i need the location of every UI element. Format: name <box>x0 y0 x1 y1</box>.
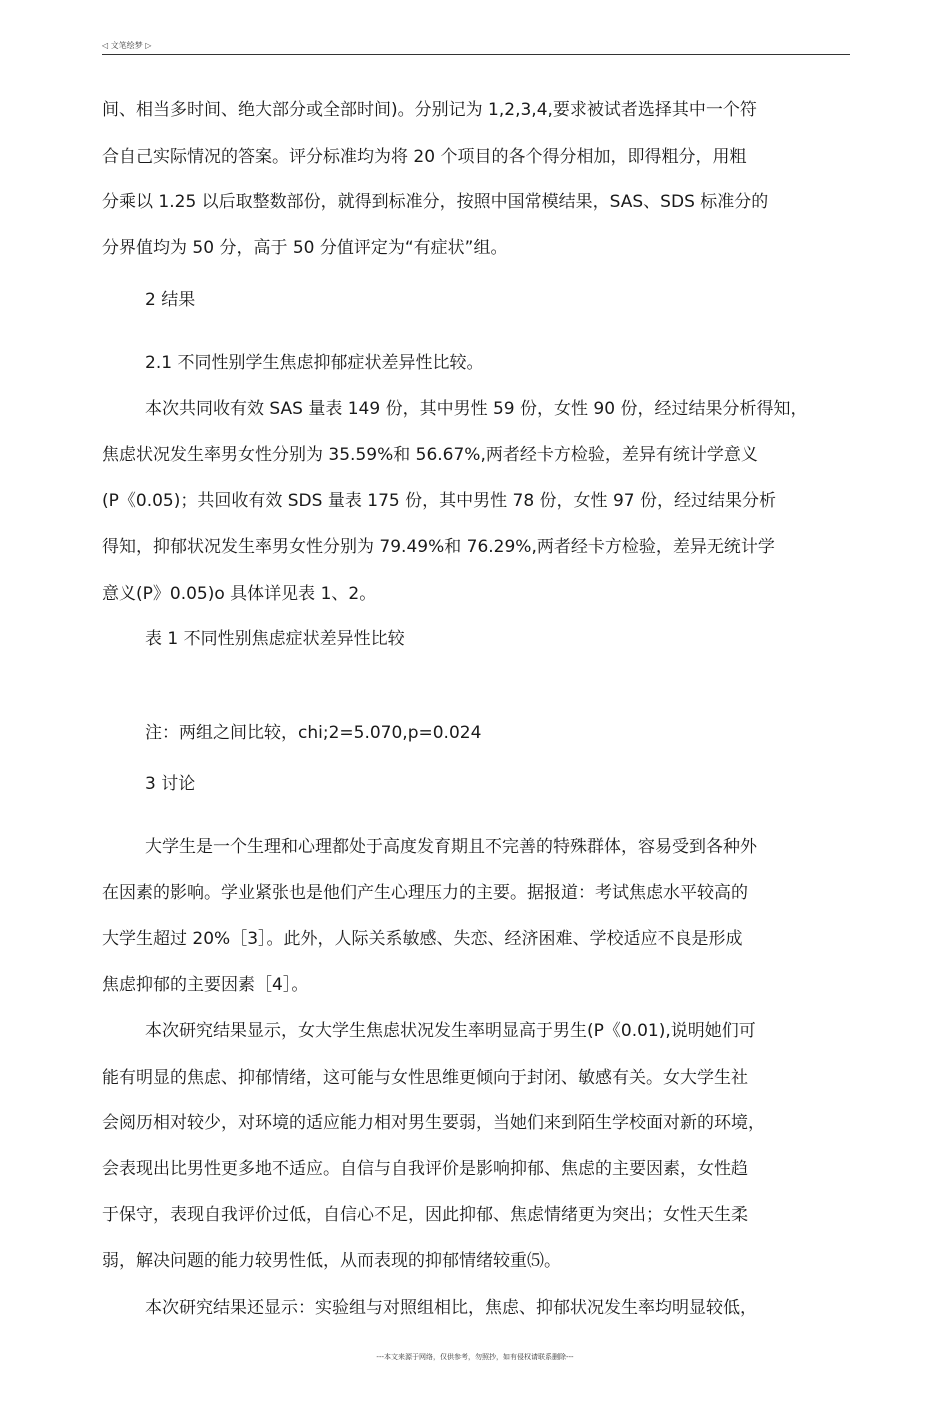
body-text-line: 合自己实际情况的答案。评分标准均为将 20 个项目的各个得分相加，即得粗分，用粗 <box>102 147 747 167</box>
body-text-line: (P《0.05)；共回收有效 SDS 量表 175 份，其中男性 78 份，女性 97 份，经过结果分析 <box>102 491 776 511</box>
body-text-line: 意义(P》0.05)o 具体详见表 1、2。 <box>102 584 377 604</box>
body-text-line: 间、相当多时间、绝大部分或全部时间)。分别记为 1,2,3,4,要求被试者选择其中一个符 <box>102 100 757 120</box>
body-text-line: 焦虑抑郁的主要因素［4］。 <box>102 975 309 995</box>
body-text-line: 于保守，表现自我评价过低，自信心不足，因此抑郁、焦虑情绪更为突出；女性天生柔 <box>102 1205 748 1225</box>
table-note: 注：两组之间比较，chi;2=5.070,p=0.024 <box>145 723 482 743</box>
body-text-line: 弱，解决问题的能力较男性低，从而表现的抑郁情绪较重⑸。 <box>102 1251 561 1271</box>
page-header: ◁ 文笔绘梦 ▷ <box>102 41 152 50</box>
body-text-line: 得知，抑郁状况发生率男女性分别为 79.49%和 76.29%,两者经卡方检验，差异无统计学 <box>102 537 775 557</box>
body-text-line: 本次研究结果显示，女大学生焦虑状况发生率明显高于男生(P《0.01),说明她们可 <box>145 1021 756 1041</box>
body-text-line: 会阅历相对较少，对环境的适应能力相对男生要弱，当她们来到陌生学校面对新的环境， <box>102 1113 765 1133</box>
section-heading: 3 讨论 <box>145 774 196 794</box>
body-text-line: 能有明显的焦虑、抑郁情绪，这可能与女性思维更倾向于封闭、敏感有关。女大学生社 <box>102 1068 748 1088</box>
subsection-heading: 2.1 不同性别学生焦虑抑郁症状差异性比较。 <box>145 353 484 373</box>
body-text-line: 焦虑状况发生率男女性分别为 35.59%和 56.67%,两者经卡方检验，差异有统计学意义 <box>102 445 758 465</box>
section-heading: 2 结果 <box>145 290 196 310</box>
body-text-line: 会表现出比男性更多地不适应。自信与自我评价是影响抑郁、焦虑的主要因素，女性趋 <box>102 1159 748 1179</box>
page-footer-disclaimer: ---本文来源于网络，仅供参考，勿照抄，如有侵权请联系删除--- <box>376 1353 574 1361</box>
body-text-line: 分界值均为 50 分，高于 50 分值评定为“有症状”组。 <box>102 238 508 258</box>
table-caption: 表 1 不同性别焦虑症状差异性比较 <box>145 629 405 649</box>
body-text-line: 本次共同收有效 SAS 量表 149 份，其中男性 59 份，女性 90 份，经过结果分析得知， <box>145 399 808 419</box>
body-text-line: 大学生超过 20%［3］。此外，人际关系敏感、失恋、经济困难、学校适应不良是形成 <box>102 929 743 949</box>
body-text-line: 大学生是一个生理和心理都处于高度发育期且不完善的特殊群体，容易受到各种外 <box>145 837 757 857</box>
body-text-line: 在因素的影响。学业紧张也是他们产生心理压力的主要。据报道：考试焦虑水平较高的 <box>102 883 748 903</box>
body-text-line: 分乘以 1.25 以后取整数部份，就得到标准分，按照中国常模结果，SAS、SDS 标准分的 <box>102 192 769 212</box>
header-divider <box>102 54 850 55</box>
body-text-line: 本次研究结果还显示：实验组与对照组相比，焦虑、抑郁状况发生率均明显较低， <box>145 1298 757 1318</box>
